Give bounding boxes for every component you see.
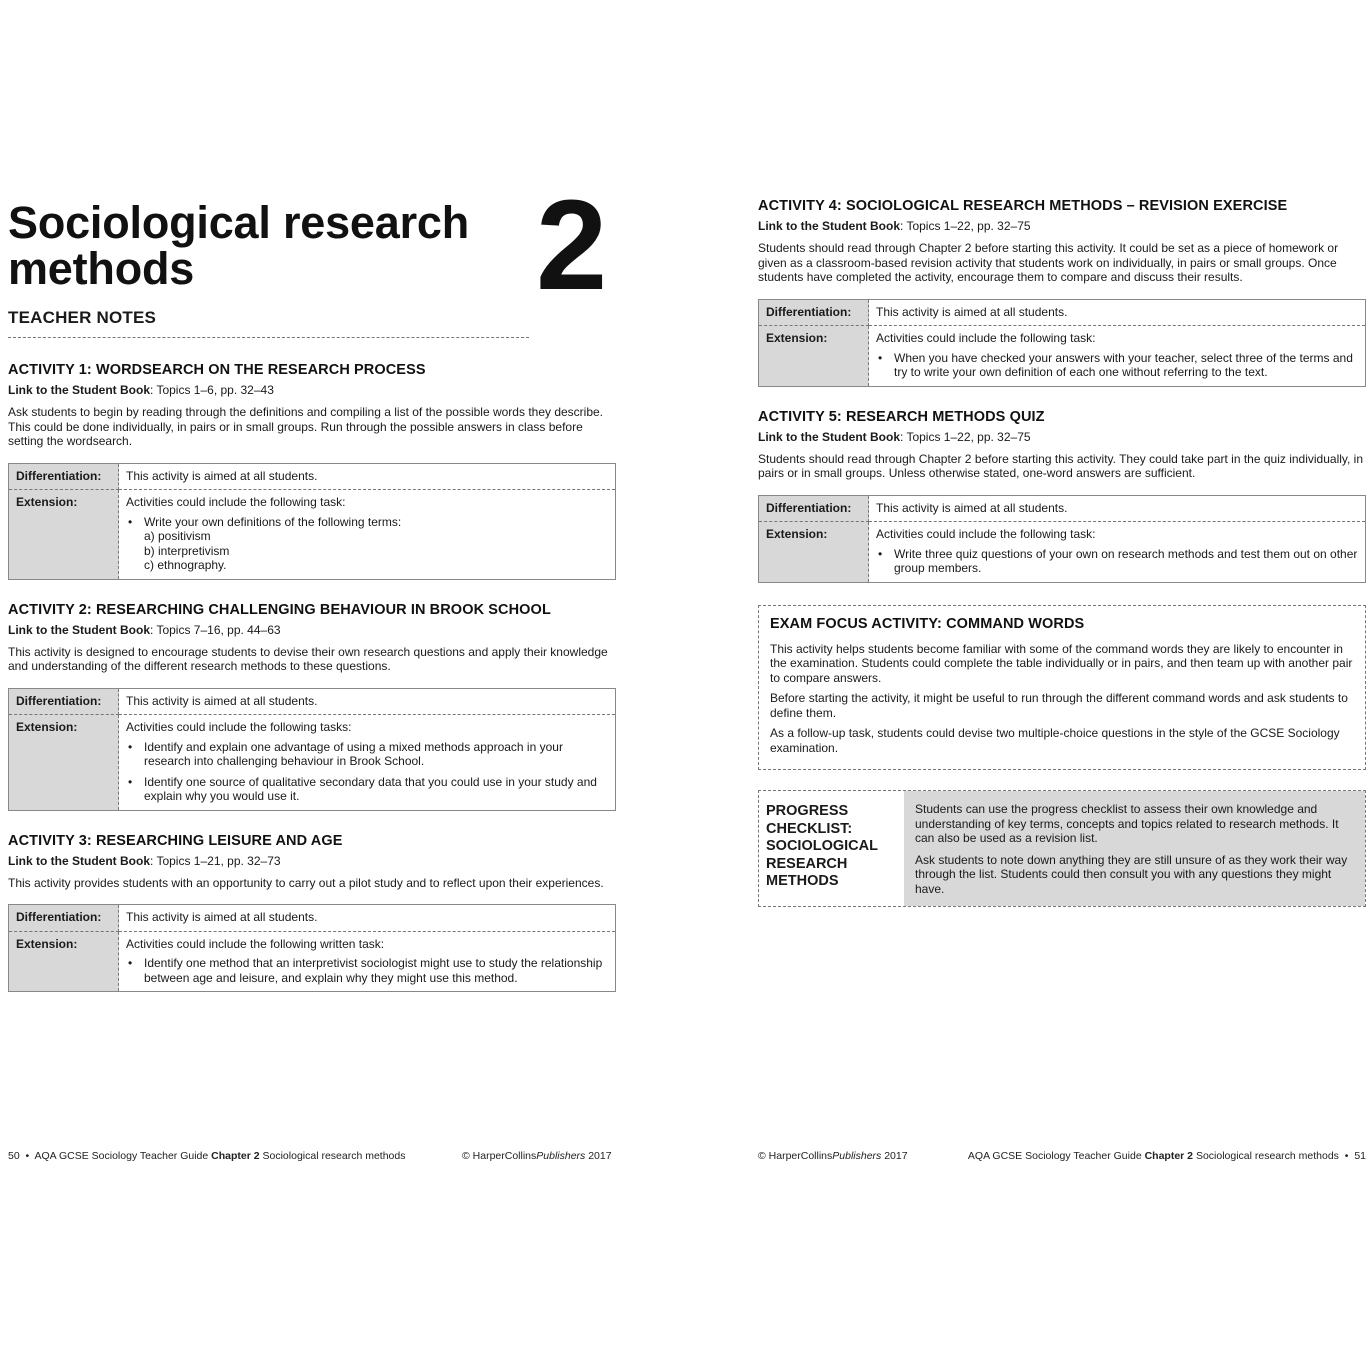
- differentiation-label: Differentiation:: [759, 495, 869, 522]
- activity-3: [8, 833, 616, 993]
- activity-table: [758, 495, 1366, 583]
- activity-table: [758, 299, 1366, 387]
- exam-focus-paragraph: Before starting the activity, it might be useful to run through the different command words and ask students to define them.: [770, 691, 1348, 720]
- chapter-label: Chapter 2: [211, 1150, 260, 1162]
- guide-title: AQA GCSE Sociology Teacher Guide: [34, 1150, 209, 1162]
- activity-description: Students should read through Chapter 2 before starting this activity. They could take part in the quiz individually, in pairs or in small groups. Unless otherwise stated, one-word answers are sufficient.: [758, 451, 1364, 480]
- left-copyright: © HarperCollinsPublishers 2017: [462, 1150, 612, 1162]
- sub-item: c) ethnography.: [144, 558, 227, 572]
- list-item: • Identify one source of qualitative secondary data that you could use in your study and explain why you would use it.: [126, 775, 608, 804]
- progress-checklist-box: [758, 790, 1366, 907]
- differentiation-label: Differentiation:: [9, 905, 119, 932]
- extension-intro: Activities could include the following task:: [876, 527, 1096, 541]
- extension-label: Extension:: [759, 326, 869, 387]
- left-activities: [8, 362, 616, 1014]
- page-number: 50: [8, 1150, 20, 1162]
- extension-label: Extension:: [9, 715, 119, 811]
- chapter-name: Sociological research methods: [1195, 1150, 1339, 1162]
- list-item: • Write your own definitions of the following terms: a) positivism b) interpretivism c) ethnography.: [126, 515, 608, 573]
- activity-description: This activity is designed to encourage students to devise their own research questions and apply their knowledge and understanding of the different research methods to these questions.: [8, 644, 608, 673]
- chapter-title: [8, 197, 470, 294]
- differentiation-label: Differentiation:: [9, 688, 119, 715]
- activity-title: ACTIVITY 4: SOCIOLOGICAL RESEARCH METHODS – REVISION EXERCISE: [758, 198, 1288, 214]
- extension-label: Extension:: [9, 490, 119, 580]
- student-book-link: Link to the Student Book: Topics 7–16, pp. 44–63: [8, 622, 281, 637]
- extension-list: [876, 351, 1358, 380]
- progress-checklist-title: PROGRESS CHECKLIST: SOCIOLOGICAL RESEARCH METHODS: [759, 791, 904, 906]
- chapter-number: 2: [536, 174, 608, 317]
- progress-checklist-paragraph: Ask students to note down anything they are still unsure of as they work their way through the list. Students could then consult you with any questions they might have.: [915, 852, 1348, 896]
- activity-table: [8, 904, 616, 992]
- activity-2: [8, 602, 616, 811]
- activity-title: ACTIVITY 1: WORDSEARCH ON THE RESEARCH PROCESS: [8, 362, 426, 378]
- differentiation-row: [759, 299, 1366, 326]
- activity-description: Students should read through Chapter 2 before starting this activity. It could be set as a piece of homework or given as a classroom-based revision activity that students work on individually, in pairs or small groups. Once students have completed the activity, encourage them to compare and discuss their results.: [758, 241, 1339, 284]
- differentiation-text: This activity is aimed at all students.: [119, 463, 616, 490]
- extension-list: [126, 740, 608, 804]
- activity-1: [8, 362, 616, 580]
- extension-list: [126, 515, 608, 573]
- extension-content: [119, 931, 616, 992]
- activity-4: [758, 198, 1366, 387]
- chapter-title-line2: methods: [8, 243, 195, 294]
- progress-checklist-text: [904, 791, 1365, 906]
- differentiation-row: [9, 688, 616, 715]
- page-number: 51: [1354, 1150, 1366, 1162]
- differentiation-text: This activity is aimed at all students.: [869, 299, 1366, 326]
- activity-description: This activity provides students with an opportunity to carry out a pilot study and to reflect upon their experiences.: [8, 875, 604, 890]
- extension-intro: Activities could include the following tasks:: [126, 720, 352, 734]
- extension-intro: Activities could include the following task:: [126, 495, 346, 509]
- differentiation-text: This activity is aimed at all students.: [869, 495, 1366, 522]
- activity-title: ACTIVITY 5: RESEARCH METHODS QUIZ: [758, 408, 1045, 425]
- extension-label: Extension:: [759, 522, 869, 583]
- extension-content: [119, 715, 616, 811]
- extension-row: [759, 522, 1366, 583]
- list-item: • Identify one method that an interpretivist sociologist might use to study the relationship between age and leisure, and explain why they might use this method.: [126, 956, 608, 985]
- extension-row: [9, 931, 616, 992]
- sub-item: b) interpretivism: [144, 543, 230, 558]
- student-book-link: Link to the Student Book: Topics 1–22, pp. 32–75: [758, 429, 1031, 444]
- exam-focus-paragraph: As a follow-up task, students could devise two multiple-choice questions in the style of the GCSE Sociology examination.: [770, 726, 1340, 755]
- extension-intro: Activities could include the following written task:: [126, 936, 385, 951]
- extension-row: [9, 715, 616, 811]
- extension-list: [876, 547, 1358, 576]
- right-footer: AQA GCSE Sociology Teacher Guide Chapter 2 Sociological research methods • 51: [967, 1150, 1366, 1162]
- differentiation-row: [9, 463, 616, 490]
- activity-5: [758, 409, 1366, 583]
- list-item: • When you have checked your answers with your teacher, select three of the terms and try to write your own definition of each one without referring to the text.: [876, 351, 1358, 380]
- differentiation-label: Differentiation:: [759, 299, 869, 326]
- exam-focus-box: [758, 605, 1366, 771]
- activity-description: Ask students to begin by reading through the definitions and compiling a list of the possible words they describe. This could be done individually, in pairs or in small groups. Run through the possible answers in class before setting the wordsearch.: [8, 405, 604, 448]
- extension-intro: Activities could include the following task:: [876, 331, 1096, 345]
- extension-list: [126, 956, 608, 985]
- list-item: • Write three quiz questions of your own on research methods and test them out on other group members.: [876, 547, 1358, 576]
- chapter-name: Sociological research methods: [262, 1150, 406, 1162]
- right-copyright: © HarperCollinsPublishers 2017: [758, 1150, 908, 1162]
- section-heading: TEACHER NOTES: [8, 308, 157, 327]
- activity-table: [8, 688, 616, 811]
- differentiation-text: This activity is aimed at all students.: [119, 905, 616, 932]
- left-footer: 50 • AQA GCSE Sociology Teacher Guide Chapter 2 Sociological research methods: [8, 1150, 406, 1162]
- activity-title: ACTIVITY 3: RESEARCHING LEISURE AND AGE: [8, 832, 343, 849]
- differentiation-row: [759, 495, 1366, 522]
- exam-focus-paragraph: This activity helps students become familiar with some of the command words they are likely to encounter in the examination. Students could complete the table individually or in pairs, and then team up with another pair to compare answers.: [770, 641, 1353, 685]
- extension-label: Extension:: [9, 931, 119, 992]
- left-page: [8, 0, 616, 1369]
- sub-item: a) positivism: [144, 529, 211, 543]
- right-activities: [758, 198, 1366, 907]
- divider: [8, 337, 529, 338]
- student-book-link: Link to the Student Book: Topics 1–6, pp. 32–43: [8, 383, 274, 397]
- progress-checklist-paragraph: Students can use the progress checklist to assess their own knowledge and understanding of key terms, concepts and topics related to research methods. It can also be used as a revision list.: [915, 802, 1339, 845]
- guide-title: AQA GCSE Sociology Teacher Guide: [967, 1150, 1142, 1162]
- extension-content: [869, 522, 1366, 583]
- activity-title: ACTIVITY 2: RESEARCHING CHALLENGING BEHAVIOUR IN BROOK SCHOOL: [8, 601, 551, 618]
- differentiation-label: Differentiation:: [9, 463, 119, 490]
- activity-table: [8, 463, 616, 580]
- student-book-link: Link to the Student Book: Topics 1–22, pp. 32–75: [758, 219, 1031, 233]
- extension-row: [759, 326, 1366, 387]
- student-book-link: Link to the Student Book: Topics 1–21, pp. 32–73: [8, 853, 281, 868]
- exam-focus-title: EXAM FOCUS ACTIVITY: COMMAND WORDS: [770, 615, 1085, 632]
- chapter-label: Chapter 2: [1144, 1150, 1194, 1162]
- right-page: [758, 0, 1366, 1369]
- extension-content: [119, 490, 616, 580]
- differentiation-text: This activity is aimed at all students.: [119, 688, 616, 715]
- differentiation-row: [9, 905, 616, 932]
- list-item: • Identify and explain one advantage of using a mixed methods approach in your research into challenging behaviour in Brook School.: [126, 740, 608, 769]
- chapter-header: [8, 174, 616, 317]
- extension-content: [869, 326, 1366, 387]
- chapter-title-line1: Sociological research: [8, 197, 470, 248]
- extension-row: [9, 490, 616, 580]
